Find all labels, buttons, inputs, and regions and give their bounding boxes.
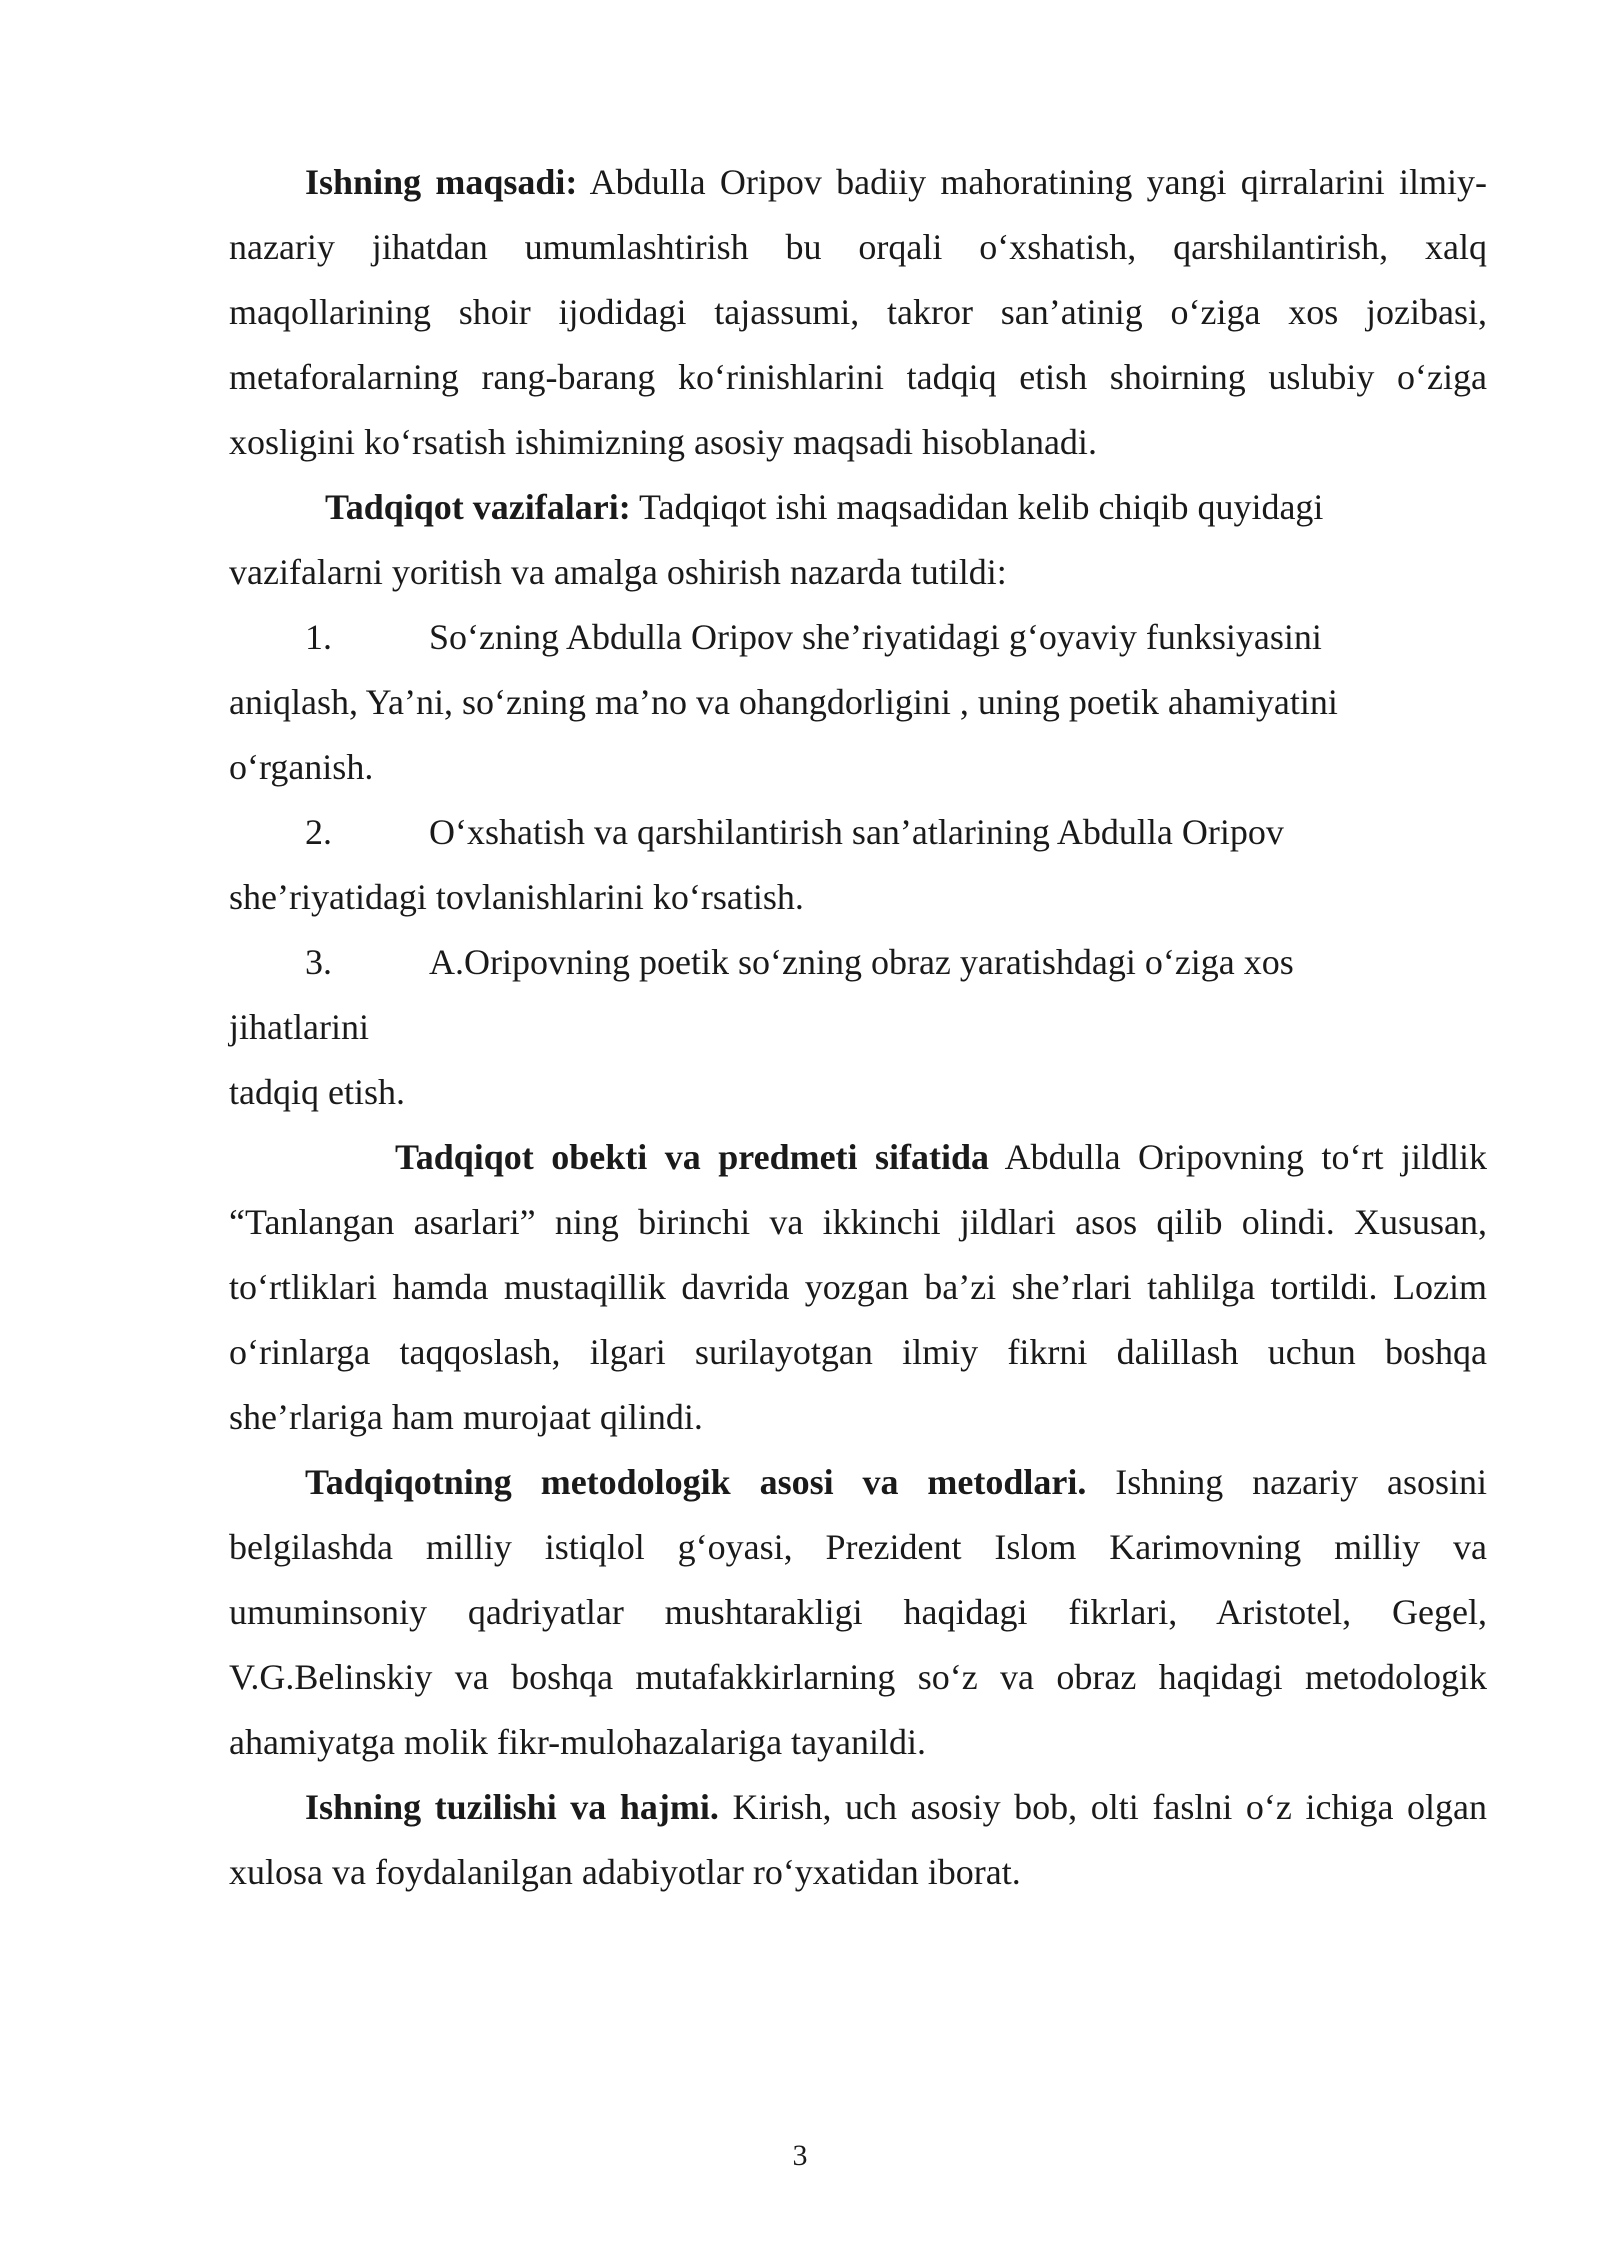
document-page <box>229 150 1487 1905</box>
list-number-2: 2. <box>305 812 332 852</box>
list-item-3-line3: tadqiq etish. <box>229 1072 405 1112</box>
list-item-2-first-line: O‘xshatish va qarshilantirish san’atlarining Abdulla Oripov <box>429 812 1284 852</box>
paragraph-tasks <box>229 475 1487 605</box>
tasks-text-line2: vazifalarni yoritish va amalga oshirish nazarda tutildi: <box>229 552 1007 592</box>
paragraph-object <box>229 1125 1487 1450</box>
purpose-text: Abdulla Oripov badiiy mahoratining yangi qirralarini ilmiy-nazariy jihatdan umumlashtirish bu orqali o‘xshatish, qarshilantirish, xalq maqollarining shoir ijodidagi tajassumi, takror san’atinig o‘ziga xos jozibasi, metaforalarning rang-barang ko‘rinishlarini tadqiq etish shoirning uslubiy o‘ziga xosligini ko‘rsatish ishimizning asosiy maqsadi hisoblanadi. <box>229 162 1487 462</box>
list-item-1-first-line: So‘zning Abdulla Oripov she’riyatidagi g‘oyaviy funksiyasini <box>429 617 1322 657</box>
list-item-3-first-line: A.Oripovning poetik so‘zning obraz yaratishdagi o‘ziga xos <box>429 942 1294 982</box>
list-number-3: 3. <box>305 942 332 982</box>
structure-heading: Ishning tuzilishi va hajmi. <box>305 1787 719 1827</box>
list-item-3-line2: jihatlarini <box>229 1007 369 1047</box>
list-item-2 <box>229 800 1487 930</box>
object-heading: Tadqiqot obekti va predmeti sifatida <box>395 1137 990 1177</box>
structure-text: Kirish, uch asosiy bob, olti faslni o‘z ichiga olgan xulosa va foydalanilgan adabiyotlar ro‘yxatidan iborat. <box>229 1787 1487 1892</box>
tasks-heading: Tadqiqot vazifalari: <box>325 487 631 527</box>
list-number-1: 1. <box>305 617 332 657</box>
methodology-heading: Tadqiqotning metodologik asosi va metodlari. <box>305 1462 1087 1502</box>
list-item-2-line2: she’riyatidagi tovlanishlarini ko‘rsatish. <box>229 877 804 917</box>
purpose-heading: Ishning maqsadi: <box>305 162 578 202</box>
paragraph-structure <box>229 1775 1487 1905</box>
list-item-1-line3: o‘rganish. <box>229 747 374 787</box>
list-item-3 <box>229 930 1487 1125</box>
tasks-text-line1: Tadqiqot ishi maqsadidan kelib chiqib quyidagi <box>630 487 1324 527</box>
list-item-1 <box>229 605 1487 800</box>
paragraph-methodology <box>229 1450 1487 1775</box>
list-item-1-line2: aniqlash, Ya’ni, so‘zning ma’no va ohangdorligini , uning poetik ahamiyatini <box>229 682 1338 722</box>
object-text: Abdulla Oripovning to‘rt jildlik “Tanlangan asarlari” ning birinchi va ikkinchi jildlari asos qilib olindi. Xususan, to‘rtliklari hamda mustaqillik davrida yozgan ba’zi she’rlari tahlilga tortildi. Lozim o‘rinlarga taqqoslash, ilgari surilayotgan ilmiy fikrni dalillash uchun boshqa she’rlariga ham murojaat qilindi. <box>229 1137 1487 1437</box>
paragraph-purpose <box>229 150 1487 475</box>
methodology-text: Ishning nazariy asosini belgilashda milliy istiqlol g‘oyasi, Prezident Islom Karimovning milliy va umuminsoniy qadriyatlar mushtarakligi haqidagi fikrlari, Aristotel, Gegel, V.G.Belinskiy va boshqa mutafakkirlarning so‘z va obraz haqidagi metodologik ahamiyatga molik fikr-mulohazalariga tayanildi. <box>229 1462 1487 1762</box>
page-number: 3 <box>792 2139 808 2172</box>
